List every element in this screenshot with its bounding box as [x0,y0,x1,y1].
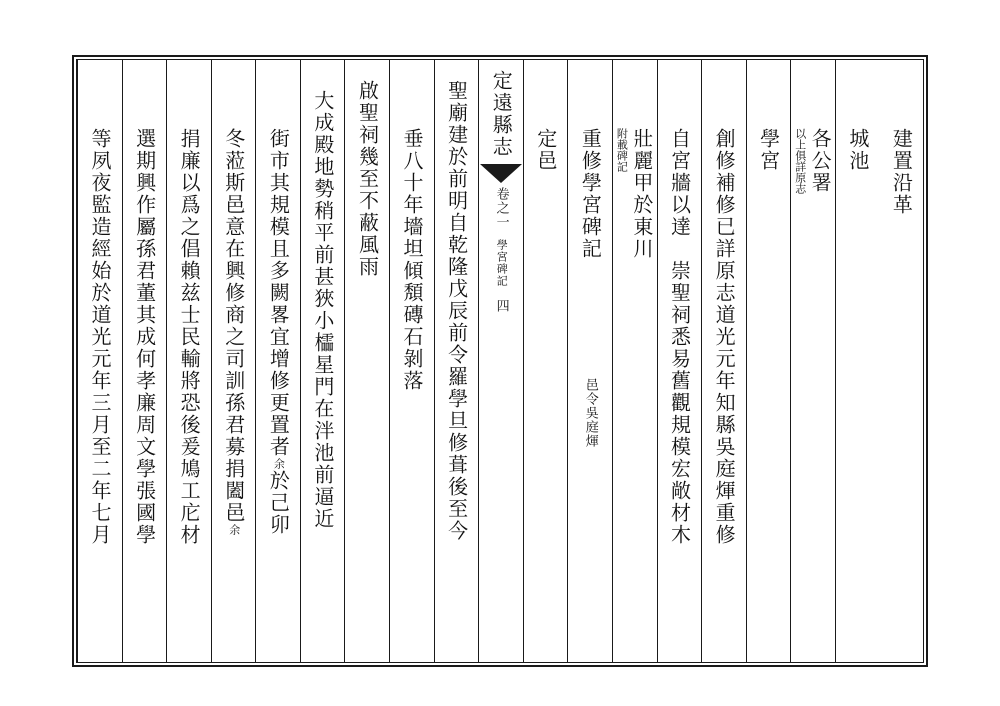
column-text: 街市其規模且多闕畧宜增修更置者 [266,128,291,458]
column-text: 等夙夜監造經始於道光元年三月至二年七月 [88,128,112,546]
text-column-3 [790,60,835,662]
column-text: 各公署 [808,128,833,194]
column-text: 定邑 [533,128,558,172]
column-note: 附載碑記 [615,128,629,172]
column-text: 啟聖祠幾至不蔽風雨 [355,80,380,278]
column-text: 選期興作屬孫君董其成何孝廉周文學張國學 [132,128,157,546]
text-column-11 [434,60,479,662]
column-text: 聖廟建於前明自乾隆戊辰前令羅學旦修葺後至今 [444,80,469,542]
text-columns [77,60,923,662]
fishtail-mark [480,164,522,183]
text-column-12 [389,60,434,662]
column-inline-note: 余 [272,458,286,470]
section-note: 學宮碑記 [495,239,509,287]
column-run [615,128,655,260]
column-text: 大成殿地勢稍平前甚狹小櫺星門在泮池前逼近 [310,90,335,530]
page-number: 四 [493,299,509,313]
text-column-1 [879,60,923,662]
column-text-tail: 於己卯 [266,470,291,536]
text-column-18 [122,60,167,662]
column-text: 重修學宮碑記 [578,128,603,260]
column-inline-note: 余 [227,524,241,536]
column-text: 城池 [845,128,870,172]
text-column-title [478,60,523,662]
column-run [793,128,833,194]
column-text: 自宮牆以達 崇聖祠悉易舊觀規模宏敞材木 [667,128,692,546]
text-column-6 [657,60,702,662]
text-column-8 [567,60,612,662]
column-text: 捐廉以爲之倡賴兹士民輸將恐後爰鳩工庀材 [177,128,202,546]
text-column-2 [835,60,880,662]
text-column-7 [612,60,657,662]
column-signature: 邑令吳庭煇 [582,378,598,448]
text-column-5 [701,60,746,662]
book-title: 定遠縣志 [489,70,514,158]
text-column-15 [255,60,300,662]
column-note: 以上俱詳原志 [793,128,807,194]
text-column-14 [300,60,345,662]
column-text: 垂八十年墻坦傾頽磚石剝落 [400,128,425,392]
text-column-4 [746,60,791,662]
text-column-9 [523,60,568,662]
column-text: 建置沿革 [889,128,914,216]
text-column-19 [77,60,122,662]
column-text: 學宮 [756,128,781,172]
text-column-16 [211,60,256,662]
column-text: 冬蒞斯邑意在興修商之司訓孫君募捐闔邑 [221,128,246,524]
volume-label: 卷之一 [493,187,509,229]
column-text: 壯麗甲於東川 [629,128,654,260]
text-column-17 [166,60,211,662]
column-text: 創修補修已詳原志道光元年知縣吳庭煇重修 [712,128,737,546]
text-column-13 [344,60,389,662]
